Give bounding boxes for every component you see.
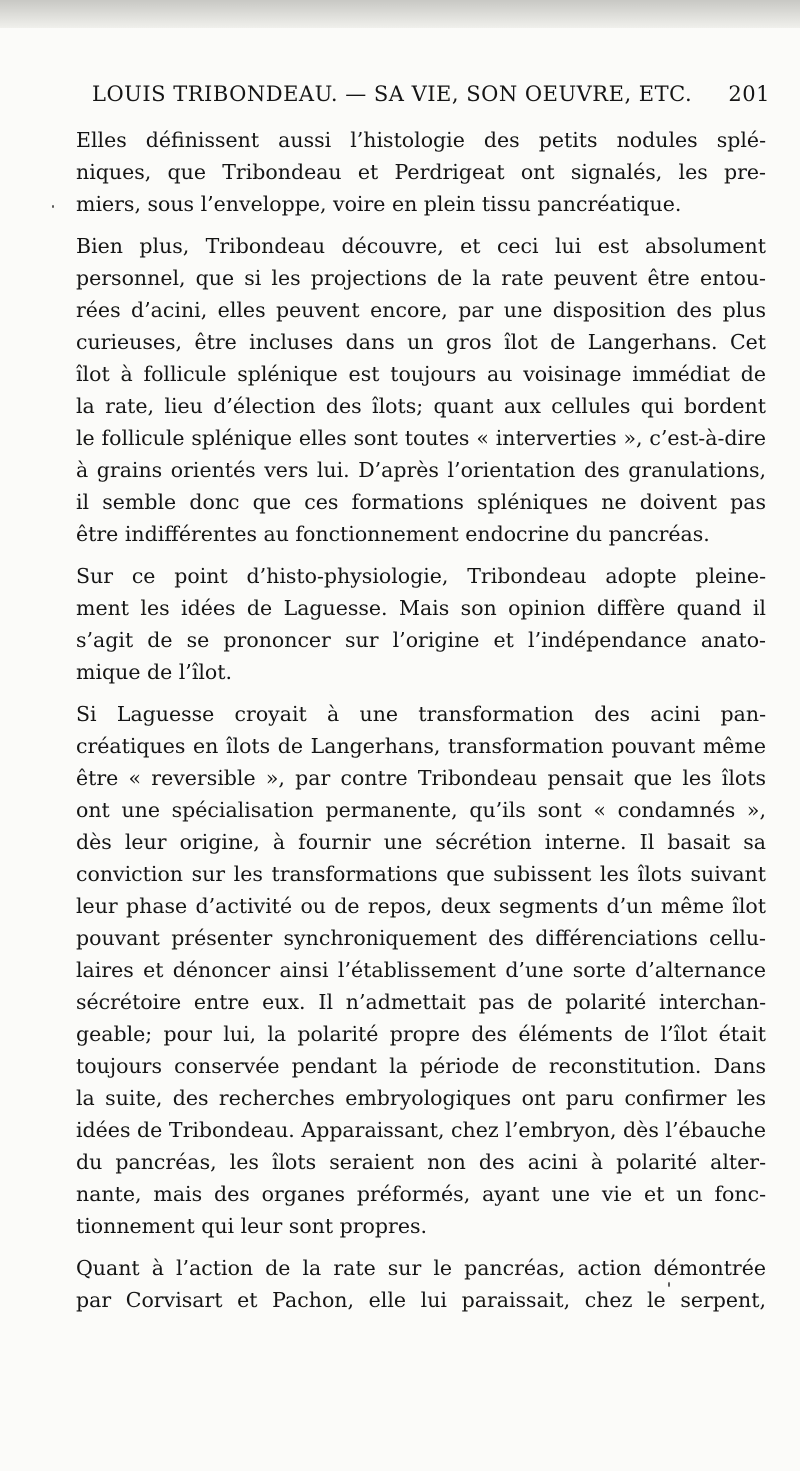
- paragraph-2: [76, 230, 766, 550]
- running-header: [92, 82, 770, 112]
- text-line: conviction sur les transformations que subissent les îlots suivant: [76, 862, 766, 886]
- text-line: Si Laguesse croyait à une transformation des acini pan-: [76, 702, 766, 726]
- paragraph-5: [76, 1252, 766, 1316]
- text-line: idées de Tribondeau. Apparaissant, chez l’embryon, dès l’ébauche: [76, 1118, 766, 1142]
- text-line: leur phase d’activité ou de repos, deux segments d’un même îlot: [76, 894, 766, 918]
- text-line: la rate, lieu d’élection des îlots; quant aux cellules qui bordent: [76, 394, 766, 418]
- text-line: par Corvisart et Pachon, elle lui paraissait, chez le serpent,: [76, 1288, 766, 1312]
- text-line: îlot à follicule splénique est toujours au voisinage immédiat de: [76, 362, 766, 386]
- paragraph-4: [76, 698, 766, 1242]
- text-line: être indifférentes au fonctionnement endocrine du pancréas.: [76, 522, 710, 546]
- text-line: mique de l’îlot.: [76, 660, 233, 684]
- text-line: Sur ce point d’histo-physiologie, Tribondeau adopte pleine-: [76, 564, 766, 588]
- text-line: être « reversible », par contre Tribondeau pensait que les îlots: [76, 766, 766, 790]
- text-line: créatiques en îlots de Langerhans, transformation pouvant même: [76, 734, 766, 758]
- text-line: ment les idées de Laguesse. Mais son opinion diffère quand il: [76, 596, 766, 620]
- text-line: sécrétoire entre eux. Il n’admettait pas de polarité interchan-: [76, 990, 766, 1014]
- paragraph-3: [76, 560, 766, 688]
- text-line: geable; pour lui, la polarité propre des éléments de l’îlot était: [76, 1022, 766, 1046]
- text-line: la suite, des recherches embryologiques ont paru confirmer les: [76, 1086, 766, 1110]
- text-line: nante, mais des organes préformés, ayant une vie et un fonc-: [76, 1182, 766, 1206]
- paragraph-1: [76, 124, 766, 220]
- text-line: Elles définissent aussi l’histologie des petits nodules splé-: [76, 128, 766, 152]
- scan-speck: [668, 1282, 670, 1287]
- text-line: du pancréas, les îlots seraient non des acini à polarité alter-: [76, 1150, 766, 1174]
- page-number: 201: [728, 82, 770, 106]
- body-text: [76, 124, 766, 1316]
- text-line: tionnement qui leur sont propres.: [76, 1214, 427, 1238]
- text-line: curieuses, être incluses dans un gros îlot de Langerhans. Cet: [76, 330, 766, 354]
- text-line: toujours conservée pendant la période de reconstitution. Dans: [76, 1054, 766, 1078]
- running-title: LOUIS TRIBONDEAU. — SA VIE, SON OEUVRE, ETC.: [92, 82, 693, 106]
- text-line: miers, sous l’enveloppe, voire en plein tissu pancréatique.: [76, 192, 682, 216]
- text-line: ont une spécialisation permanente, qu’ils sont « condamnés »,: [76, 798, 766, 822]
- text-line: il semble donc que ces formations spléniques ne doivent pas: [76, 490, 766, 514]
- text-line: Quant à l’action de la rate sur le pancréas, action démontrée: [76, 1256, 766, 1280]
- text-line: laires et dénoncer ainsi l’établissement d’une sorte d’alternance: [76, 958, 766, 982]
- text-line: dès leur origine, à fournir une sécrétion interne. Il basait sa: [76, 830, 766, 854]
- text-line: niques, que Tribondeau et Perdrigeat ont signalés, les pre-: [76, 160, 766, 184]
- text-line: rées d’acini, elles peuvent encore, par une disposition des plus: [76, 298, 766, 322]
- text-line: Bien plus, Tribondeau découvre, et ceci lui est absolument: [76, 234, 766, 258]
- scan-speck: [52, 205, 54, 208]
- text-line: s’agit de se prononcer sur l’origine et l’indépendance anato-: [76, 628, 766, 652]
- text-line: personnel, que si les projections de la rate peuvent être entou-: [76, 266, 766, 290]
- scan-top-edge: [0, 0, 800, 28]
- text-line: le follicule splénique elles sont toutes « interverties », c’est-à-dire: [76, 426, 766, 450]
- text-line: pouvant présenter synchroniquement des différenciations cellu-: [76, 926, 766, 950]
- text-line: à grains orientés vers lui. D’après l’orientation des granulations,: [76, 458, 766, 482]
